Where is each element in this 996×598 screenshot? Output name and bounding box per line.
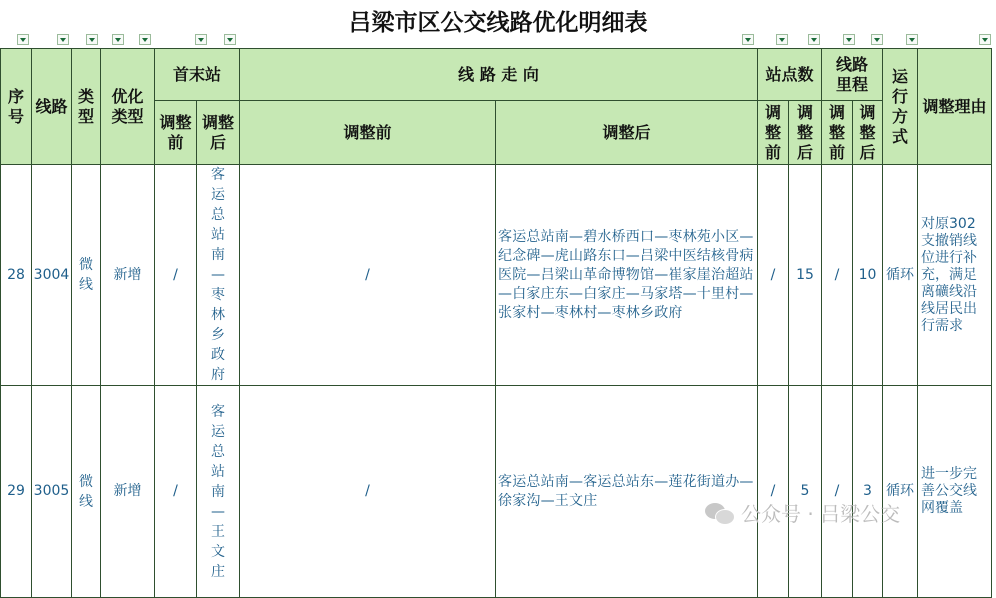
cell-type: 微线 (72, 386, 101, 598)
filter-dropdown-icon[interactable] (57, 34, 69, 45)
header-mileage-after: 调整后 (853, 101, 883, 165)
header-direction: 线 路 走 向 (240, 49, 758, 101)
filter-button-row (0, 34, 996, 48)
cell-opt-type: 新增 (101, 165, 155, 386)
watermark (705, 498, 900, 527)
filter-dropdown-icon[interactable] (776, 34, 788, 45)
filter-dropdown-icon[interactable] (843, 34, 855, 45)
table-row (1, 165, 992, 386)
header-type: 类型 (72, 49, 101, 165)
filter-dropdown-icon[interactable] (808, 34, 820, 45)
filter-dropdown-icon[interactable] (86, 34, 98, 45)
header-mileage-before: 调整前 (822, 101, 853, 165)
cell-mileage-before: / (822, 386, 853, 598)
cell-seq: 28 (1, 165, 32, 386)
cell-stops-after: 15 (789, 165, 822, 386)
cell-reason: 进一步完善公交线网覆盖 (918, 386, 992, 598)
header-stops-before: 调整前 (758, 101, 789, 165)
table-title: 吕梁市区公交线路优化明细表 (348, 9, 648, 36)
filter-dropdown-icon[interactable] (871, 34, 883, 45)
cell-mileage-after: 10 (853, 165, 883, 386)
cell-type: 微线 (72, 165, 101, 386)
filter-dropdown-icon[interactable] (112, 34, 124, 45)
header-direction-before: 调整前 (240, 101, 496, 165)
filter-dropdown-icon[interactable] (906, 34, 918, 45)
header-op-mode: 运行方式 (883, 49, 918, 165)
header-opt-type: 优化类型 (101, 49, 155, 165)
cell-op-mode: 循环 (883, 165, 918, 386)
filter-dropdown-icon[interactable] (742, 34, 754, 45)
header-stops: 站点数 (758, 49, 822, 101)
header-direction-after: 调整后 (496, 101, 758, 165)
header-stops-after: 调整后 (789, 101, 822, 165)
cell-mileage-after: 3 (853, 386, 883, 598)
cell-op-mode: 循环 (883, 386, 918, 598)
cell-seq: 29 (1, 386, 32, 598)
cell-stops-after: 5 (789, 386, 822, 598)
header-mileage: 线路里程 (822, 49, 883, 101)
header-terminal-before: 调整前 (155, 101, 197, 165)
cell-stops-before: / (758, 165, 789, 386)
cell-mileage-before: / (822, 165, 853, 386)
table-row (1, 386, 992, 598)
cell-route: 3004 (32, 165, 72, 386)
cell-stops-before: / (758, 386, 789, 598)
cell-route: 3005 (32, 386, 72, 598)
cell-terminal-before: / (155, 386, 197, 598)
filter-dropdown-icon[interactable] (17, 34, 29, 45)
header-terminal: 首末站 (155, 49, 240, 101)
header-reason: 调整理由 (918, 49, 992, 165)
header-terminal-after: 调整后 (197, 101, 240, 165)
cell-reason: 对原302支撤销线位进行补充，满足离礦线沿线居民出行需求 (918, 165, 992, 386)
wechat-icon (705, 501, 733, 525)
cell-opt-type: 新增 (101, 386, 155, 598)
cell-terminal-after: 客运总站南—枣林乡政府 (197, 165, 240, 386)
header-route: 线路 (32, 49, 72, 165)
header-seq: 序号 (1, 49, 32, 165)
filter-dropdown-icon[interactable] (224, 34, 236, 45)
cell-direction-after: 客运总站南—碧水桥西口—枣林苑小区—纪念碑—虎山路东口—吕梁中医结核骨病医院—吕梁山革命博物馆—崔家崖治超站—白家庄东—白家庄—马家塔—十里村—张家村—枣林村—枣林乡政府 (496, 165, 758, 386)
filter-dropdown-icon[interactable] (139, 34, 151, 45)
cell-direction-after: 客运总站南—客运总站东—莲花街道办—徐家沟—王文庄 (496, 386, 758, 598)
cell-terminal-after: 客运总站南—王文庄 (197, 386, 240, 598)
cell-direction-before: / (240, 165, 496, 386)
cell-direction-before: / (240, 386, 496, 598)
filter-dropdown-icon[interactable] (195, 34, 207, 45)
watermark-text: 公众号 · 吕梁公交 (741, 502, 901, 526)
cell-terminal-before: / (155, 165, 197, 386)
filter-dropdown-icon[interactable] (979, 34, 991, 45)
